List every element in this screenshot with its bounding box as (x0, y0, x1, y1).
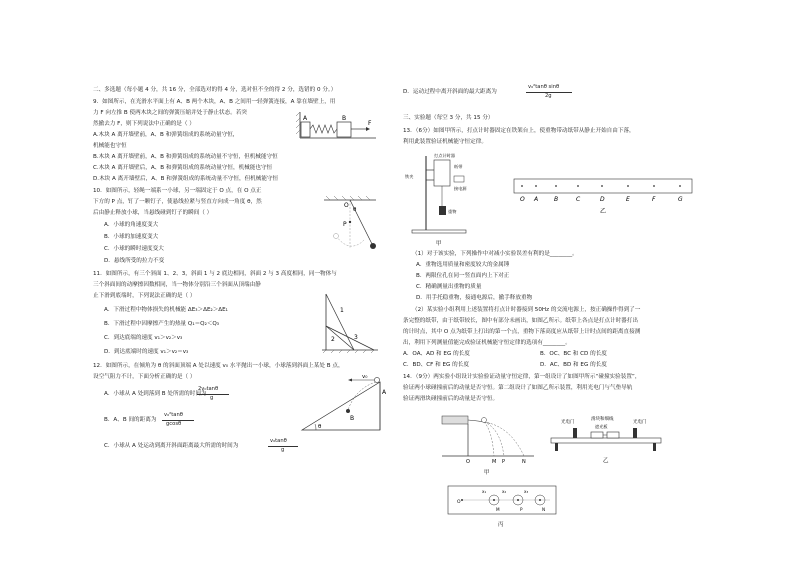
q11-fig-label-3: 3 (354, 334, 358, 341)
q14-fig-label-yi: 乙 (603, 458, 609, 464)
q13-fig-label-yi: 乙 (600, 208, 607, 215)
q12-fig-label-v0: v₀ (362, 374, 368, 380)
q14-stem-line1: 14．（9分）两实验小组设计实验验证动量守恒定律，第一组设计了如图甲所示“碰撞实验装置”， (403, 374, 641, 380)
q13-part2-line2: 条完整的纸带，由于纸带较长，图中有部分未画出，如图乙所示。纸带上各点是打点计时器打出 (403, 318, 638, 324)
q13-fig-label-clamp: 铁夹 (405, 174, 414, 179)
q12-option-a-fraction-bar (197, 394, 229, 395)
q11-incline-figure (318, 292, 380, 354)
q14-bing-label-x3: x₃ (524, 489, 529, 494)
q14-bing-label-o: O (457, 500, 461, 505)
q13-part2-option-d: D．AC、BD 和 EG 的长度 (540, 362, 607, 368)
q14-bing-label-x1: x₁ (482, 489, 487, 494)
q9-fig-label-f: F (368, 120, 372, 127)
section-2-heading: 二、多选题（每小题 4 分，共 16 分，全部选对的得 4 分，选对但不全的得 2 分，选错的 0 分。） (93, 87, 337, 93)
section-3-heading: 三、实验题（每空 3 分，共 15 分） (403, 115, 494, 121)
q13-part1-option-d: D．用手托稳重物，接通电源后，撤手释放重物 (416, 295, 533, 301)
q12-stem-line1: 12．如图所示，在倾角为 θ 的斜面顶端 A 处以速度 v₀ 水平抛出一小球，小球落到斜面上某处 B 点， (93, 363, 344, 369)
q11-fig-label-2: 2 (331, 336, 335, 343)
q14-stem-line2: 验证两小球碰撞前后的动量是否守恒。第二组设计了如图乙所示装置，利用光电门与气垫导轨 (403, 385, 633, 391)
q14-bing-label-x2: x₂ (502, 489, 507, 494)
q14-fig-label-pad: 遮光板 (595, 424, 608, 429)
q13-tape-dot-d (601, 185, 603, 187)
q10-stem-line2: 下方的 P 点，钉了一颗钉子，使悬线拉紧与竖直方向成一角度 θ，然 (93, 199, 262, 205)
q11-option-a: A．下滑过程中物体损失的机械能 ΔE₃＞ΔE₂＞ΔE₁ (104, 307, 228, 313)
q13-fig-label-timer: 打点计时器 (434, 153, 455, 158)
q13-apparatus-figure (404, 150, 488, 248)
q14-fig-label-jia: 甲 (484, 470, 490, 476)
q13-fig-label-tape: 纸带 (454, 164, 463, 169)
q9-option-a-line1: A.木块 A 离开墙壁前，A、B 和弹簧组成的系统动量守恒， (93, 132, 239, 138)
q13-tape-dot-g (679, 185, 681, 187)
q13-part1-option-a: A．重物选用质量和密度较大的金属锤 (416, 262, 510, 268)
q13-tape-label-f: F (652, 196, 656, 203)
q11-stem-line3: 止下滑到底端时，下列说法正确的是（ ） (93, 293, 196, 299)
q10-fig-label-theta: θ (353, 207, 357, 213)
q13-tape-label-a: A (534, 196, 539, 203)
q11-stem-line2: 三个斜面间的动摩擦因数相同，当一物体分别沿三个斜面从顶端由静 (93, 282, 261, 288)
q13-part2-option-a: A．OA、AD 和 EG 的长度 (403, 351, 470, 357)
q14-stem-line3: 验证两滑块碰撞前后的动量是否守恒。 (403, 396, 499, 402)
q13-tape-label-c: C (576, 196, 581, 203)
q10-option-b: B．小球的加速度变大 (104, 234, 159, 240)
q9-option-b: B.木块 A 离开墙壁前，A、B 和弹簧组成的系统动量不守恒，但机械能守恒 (93, 154, 278, 160)
q14-fig-label-slider: 滑块和细线 (591, 417, 614, 422)
q9-stem-line1: 9．如图所示，在光滑水平面上有 A、B 两个木块，A、B 之间用一轻弹簧连接，A 靠在墙壁上，用 (93, 99, 336, 105)
q11-stem-line1: 11．如图所示，有三个斜面 1、2、3，斜面 1 与 2 底边相同，斜面 2 与 3 高度相同，同一物体与 (93, 271, 337, 277)
q13-tape-figure (512, 177, 694, 217)
q10-option-a: A．小球的角速度变大 (104, 222, 159, 228)
q14-fig-label-p: P (502, 459, 506, 465)
q10-fig-label-p: P (343, 221, 347, 228)
q12-option-c-numerator: v₀tanθ (270, 438, 287, 444)
q11-option-d: D．到达底端时的速度 v₁＞v₂＝v₃ (104, 349, 189, 355)
q13-fig-label-weight: 重物 (448, 209, 457, 214)
q12-fig-label-theta: θ (318, 424, 322, 430)
q13-tape-dot-c (577, 185, 579, 187)
q12-option-b-numerator: v₀²tanθ (164, 412, 183, 418)
q13-fig-label-jia: 甲 (436, 241, 442, 247)
q9-stem-line2: 力 F 向左推 B 使两木块之间的弹簧压缩并处于静止状态。若突 (93, 110, 248, 116)
q11-fig-label-1: 1 (340, 307, 344, 314)
q12-fig-label-b: B (350, 415, 355, 422)
q13-part1-option-c: C．精确测量出重物的质量 (416, 284, 482, 290)
q12-option-d-numerator: v₀²tanθ sinθ (528, 84, 560, 90)
q12-option-d-denominator: 2g (545, 93, 552, 99)
q14-fig-label-n: N (522, 459, 526, 465)
q10-option-d: D．悬线所受的拉力不变 (104, 258, 165, 264)
q14-collision-figure (440, 408, 536, 478)
q13-part2-option-c: C．BD、CF 和 EG 的长度 (403, 362, 469, 368)
q9-fig-label-a: A (303, 115, 308, 122)
q12-projectile-figure (296, 374, 386, 434)
q14-fig-label-o: O (466, 459, 470, 465)
q10-fig-label-o: O (344, 202, 349, 209)
q12-option-a-denominator: g (210, 395, 214, 401)
q13-tape-dot-a (535, 185, 537, 187)
q13-part2-option-b: B．OC、BC 和 CD 的长度 (540, 351, 607, 357)
q13-tape-dot-b (555, 185, 557, 187)
q12-option-c-denominator: g (281, 447, 285, 453)
q14-fig-label-gate1: 光电门 (561, 420, 575, 425)
q13-tape-label-b: B (554, 196, 559, 203)
q13-stem-line1: 13．（6分）如图甲所示，打点计时器固定在铁架台上，使重物带动纸带从静止开始自由下落， (403, 128, 635, 134)
q12-option-c-text: C．小球从 A 处运动到离开斜面距离最大所需的时间为 (104, 443, 239, 449)
q13-part1-question: （1）对于该实验，下列操作中对减小实验误差有利的是________。 (412, 251, 578, 257)
q13-tape-label-o: O (520, 196, 525, 203)
q13-tape-dot-f (653, 185, 655, 187)
q13-stem-line2: 利用此装置验证机械能守恒定律。 (403, 139, 487, 145)
q14-fig-label-gate2: 光电门 (633, 420, 647, 425)
q13-tape-label-g: G (678, 196, 683, 203)
q11-option-b: B．下滑过程中因摩擦产生的热量 Q₁＝Q₂＜Q₃ (104, 321, 220, 327)
q13-tape-label-e: E (626, 196, 630, 203)
q12-option-b-text: B．A、B 间的距离为 (104, 417, 157, 423)
q13-part1-option-b: B．两限位孔在同一竖直面内上下对正 (416, 273, 510, 279)
q14-fig-label-m: M (492, 459, 497, 465)
q10-stem-line1: 10．如图所示，轻绳一端系一小球，另一端固定于 O 点，在 O 点正 (93, 188, 262, 194)
q9-option-c: C.木块 A 离开墙壁后，A、B 和弹簧组成的系统动量守恒，机械能也守恒 (93, 165, 273, 171)
q14-bing-label-n: N (542, 507, 546, 512)
q9-option-a-line2: 机械能也守恒 (93, 143, 127, 149)
q14-bing-label-p: P (520, 507, 523, 512)
q12-option-b-denominator: gcosθ (166, 421, 182, 427)
q12-option-d-text: D．运动过程中离开斜面的最大距离为 (403, 89, 497, 95)
q10-pendulum-figure (316, 196, 382, 256)
q9-stem-line3: 然撤去力 F，则下列说法中正确的是（ ） (93, 121, 195, 127)
q14-airtrack-figure (545, 414, 669, 476)
q9-spring-figure (296, 108, 378, 142)
q9-option-d: D.木块 A 离开墙壁后，A、B 和弹簧组成的系统动量不守恒，但机械能守恒 (93, 176, 279, 182)
q13-tape-dot-e (627, 185, 629, 187)
q13-part2-line4: 出，利用下列测量值能完成验证机械能守恒定律的选项有________。 (403, 340, 571, 346)
q10-stem-line3: 后由静止释放小球，当悬线碰到钉子的瞬间（ ） (93, 210, 213, 216)
q13-fig-label-power: 接电源 (454, 186, 467, 191)
q9-fig-label-b: B (342, 115, 347, 122)
q13-part2-line1: （2）某实验小组利用上述装置将打点计时器接到 50Hz 的交流电源上，按正确操作得到了一 (412, 307, 641, 313)
q12-stem-line2: 设空气阻力不计，下面分析正确的是（ ） (93, 374, 196, 380)
q13-part2-line3: 的计时点，其中 O 点为纸带上打出的第一个点，重物下落高度应从纸带上计时点间的距离直接测 (403, 329, 641, 335)
q12-option-a-text: A．小球从 A 处到落到 B 处所需的时间为 (104, 391, 207, 397)
q14-bing-label-m: M (496, 507, 500, 512)
q13-tape-dot-o (521, 185, 523, 187)
q12-fig-label-a: A (382, 389, 386, 396)
q14-landing-figure (446, 484, 558, 530)
q10-option-c: C．小球的瞬时速度变大 (104, 246, 164, 252)
q13-tape-label-d: D (600, 196, 605, 203)
q14-fig-label-bing: 丙 (498, 522, 504, 528)
q12-option-a-numerator: 2v₀tanθ (198, 386, 219, 392)
q11-option-c: C．到达底端的速度 v₁＞v₂＞v₃ (104, 335, 183, 341)
